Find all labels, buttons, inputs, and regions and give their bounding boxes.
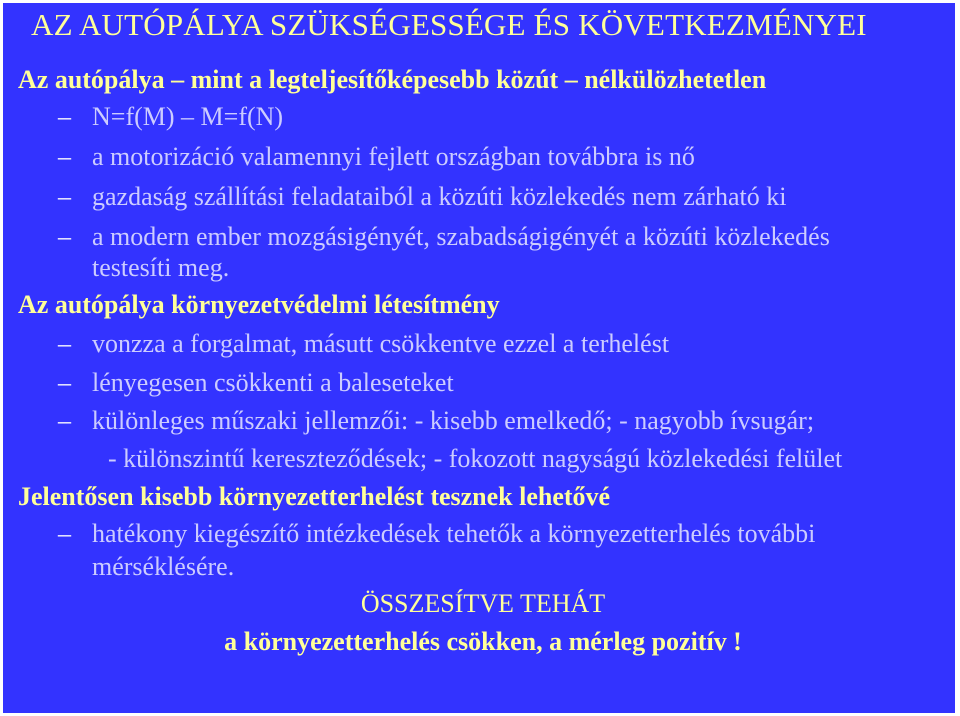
dash-icon: – [58, 406, 71, 435]
section1-bullet-4 [58, 222, 830, 252]
dash-icon: – [58, 329, 71, 358]
dash-icon: – [58, 102, 71, 131]
section2-bullet-3 [58, 406, 814, 436]
section1-bullet-1-text: N=f(M) – M=f(N) [92, 102, 284, 131]
section1-heading: Az autópálya – mint a legteljesítőképesebb közút – nélkülözhetetlen [18, 65, 767, 94]
section3-bullet-1 [58, 519, 815, 549]
section1-bullet-3 [58, 182, 786, 212]
dash-icon: – [58, 182, 71, 211]
summary-conclusion: a környezetterhelés csökken, a mérleg pozitív ! [224, 627, 742, 656]
dash-icon: – [58, 222, 71, 251]
section2-bullet-1 [58, 329, 669, 359]
section2-bullet-1-text: vonzza a forgalmat, másutt csökkentve ezzel a terhelést [92, 329, 670, 358]
section2-heading: Az autópálya környezetvédelmi létesítmény [18, 290, 500, 319]
section3-heading: Jelentősen kisebb környezetterhelést tesznek lehetővé [18, 482, 611, 511]
section2-bullet-3-continuation: - különszintű kereszteződések; - fokozott nagyságú közlekedési felület [108, 444, 843, 473]
summary-label: ÖSSZESÍTVE TEHÁT [360, 589, 606, 618]
section1-bullet-3-text: gazdaság szállítási feladataiból a közúti közlekedés nem zárható ki [92, 182, 787, 211]
section1-bullet-4-text: a modern ember mozgásigényét, szabadságigényét a közúti közlekedés [92, 222, 830, 251]
section1-bullet-1 [58, 102, 283, 132]
section3-bullet-1-text: hatékony kiegészítő intézkedések tehetők a környezetterhelés további [92, 519, 816, 548]
slide-title: AZ AUTÓPÁLYA SZÜKSÉGESSÉGE ÉS KÖVETKEZMÉNYEI [31, 7, 867, 42]
section2-bullet-2-text: lényegesen csökkenti a baleseteket [92, 368, 454, 397]
section2-bullet-2 [58, 368, 454, 398]
section2-bullet-3-text: különleges műszaki jellemzői: - kisebb emelkedő; - nagyobb ívsugár; [92, 406, 815, 435]
dash-icon: – [58, 368, 71, 397]
section1-bullet-2 [58, 142, 695, 172]
section1-bullet-4-continuation: testesíti meg. [92, 253, 230, 282]
dash-icon: – [58, 142, 71, 171]
section1-bullet-2-text: a motorizáció valamennyi fejlett országban továbbra is nő [92, 142, 695, 171]
dash-icon: – [58, 519, 71, 548]
section3-bullet-1-continuation: mérséklésére. [92, 552, 235, 581]
